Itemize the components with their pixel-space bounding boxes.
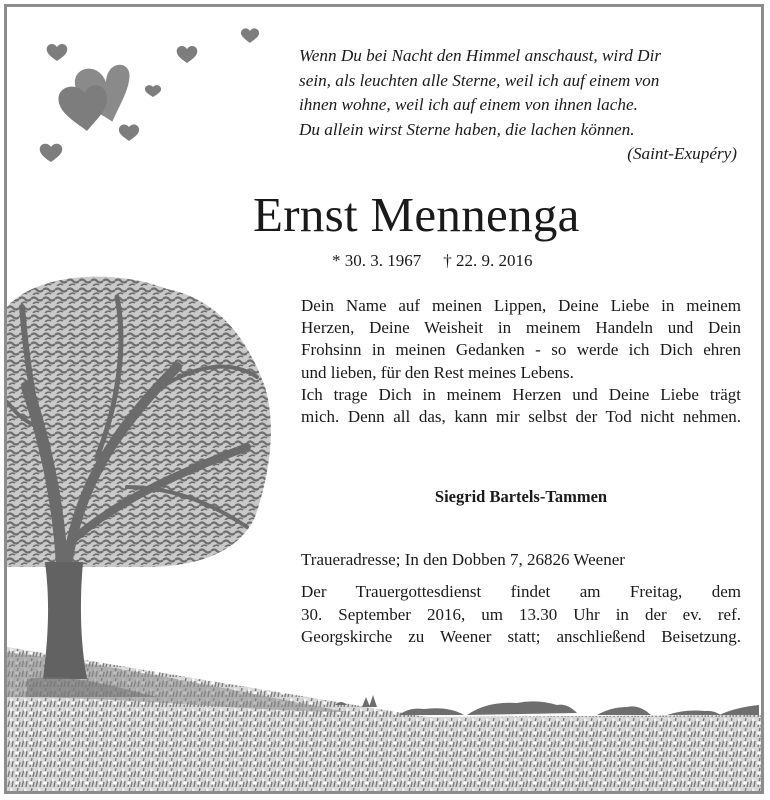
service-line: Der Trauergottesdienst findet am Freitag, dem [301, 582, 741, 601]
memorial-line: Frohsinn in meinen Gedanken - so werde ich Dich ehren [301, 340, 741, 360]
quote-author: (Saint-Exupéry) [627, 144, 737, 163]
memorial-line: Herzen, Deine Weisheit in meinem Handeln und Dein [301, 318, 741, 338]
signer-name: Siegrid Bartels-Tammen [434, 487, 608, 506]
heart-small-5 [119, 124, 139, 141]
heart-small-6 [40, 144, 63, 162]
quote-line: sein, als leuchten alle Sterne, weil ich auf einem von [299, 70, 660, 90]
service-line: 30. September 2016, um 13.30 Uhr in der ev. ref. [301, 604, 741, 624]
memorial-line: mich. Denn all das, kann mir selbst der Tod nicht nehmen. [301, 407, 741, 427]
death-date: † 22. 9. 2016 [443, 251, 533, 270]
quote-line: Wenn Du bei Nacht den Himmel anschaust, wird Dir [299, 46, 662, 65]
epigraph-quote [299, 44, 739, 167]
birth-date: * 30. 3. 1967 [332, 251, 422, 270]
memorial-line: Dein Name auf meinen Lippen, Deine Liebe in meinem [301, 296, 741, 315]
heart-small-1 [47, 44, 68, 61]
distant-treeline [399, 701, 759, 715]
tree-trunk [43, 562, 87, 679]
tree-illustration [7, 277, 271, 697]
meadow-illustration [7, 647, 761, 791]
quote-line: ihnen wohne, weil ich auf einem von ihnen lache. [299, 95, 638, 114]
life-dates [332, 250, 533, 272]
memorial-line: und lieben, für den Rest meines Lebens. [301, 362, 574, 382]
mourning-address: Traueradresse; In den Dobben 7, 26826 Weener [301, 550, 625, 569]
heart-large-front [58, 85, 107, 131]
quote-line: Du allein wirst Sterne haben, die lachen können. [299, 119, 635, 139]
hearts-icon [40, 28, 259, 162]
deceased-name: Ernst Mennenga [253, 187, 580, 242]
funeral-service-info [301, 581, 741, 649]
service-line: Georgskirche zu Weener statt; anschließend Beisetzung. [301, 627, 741, 646]
heart-small-2 [177, 46, 198, 63]
obituary-frame [4, 4, 764, 794]
heart-small-4 [145, 85, 161, 97]
memorial-text [301, 295, 741, 428]
memorial-line: Ich trage Dich in meinem Herzen und Deine Liebe trägt [301, 384, 741, 404]
heart-small-3 [241, 28, 259, 43]
